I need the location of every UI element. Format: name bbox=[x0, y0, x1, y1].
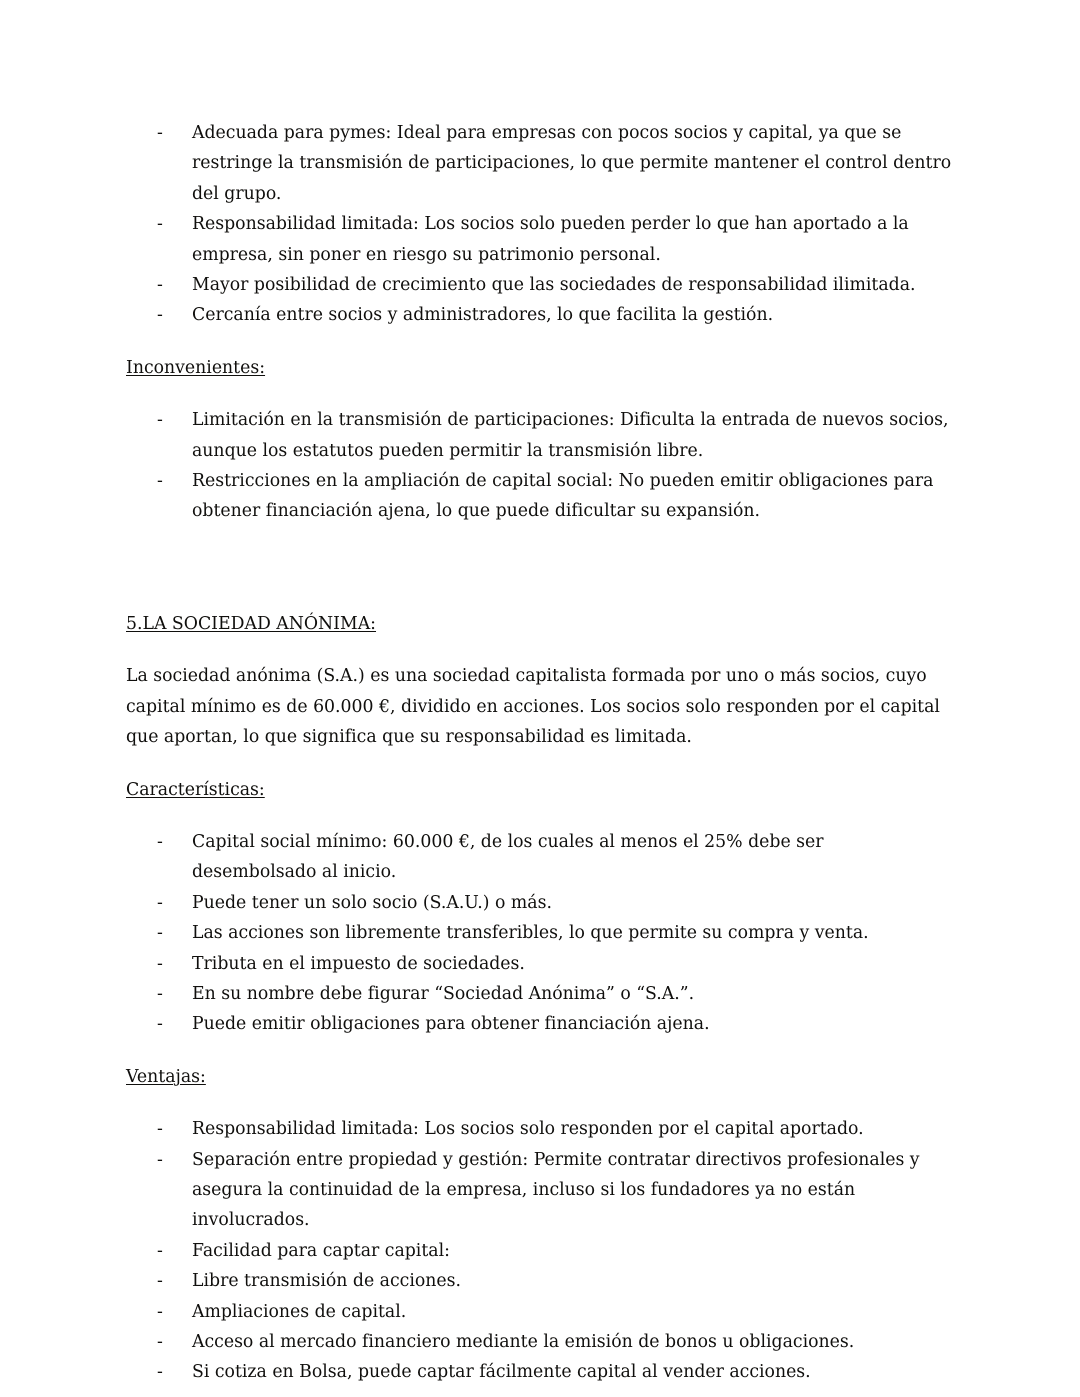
list-item-text: Responsabilidad limitada: Los socios solo pueden perder lo que han aportado a la empresa, sin poner en riesgo su patrimonio personal. bbox=[192, 214, 909, 265]
bullet-dash-icon: - bbox=[157, 214, 163, 235]
caracteristicas-heading bbox=[126, 775, 952, 805]
list-item bbox=[126, 1357, 952, 1387]
list-item-text: Capital social mínimo: 60.000 €, de los cuales al menos el 25% debe ser desembolsado al inicio. bbox=[192, 831, 824, 883]
spacer bbox=[126, 1040, 952, 1062]
list-item bbox=[126, 1009, 952, 1039]
bullet-dash-icon: - bbox=[157, 953, 163, 974]
list-item bbox=[126, 949, 952, 979]
spacer bbox=[126, 753, 952, 775]
list-item bbox=[126, 979, 952, 1009]
list-item-text: Puede emitir obligaciones para obtener financiación ajena. bbox=[192, 1014, 710, 1035]
list-item bbox=[126, 1236, 952, 1266]
list-item-text: Cercanía entre socios y administradores, lo que facilita la gestión. bbox=[192, 305, 774, 326]
ventajas-heading bbox=[126, 1062, 952, 1092]
list-item-text: Mayor posibilidad de crecimiento que las sociedades de responsabilidad ilimitada. bbox=[192, 275, 916, 296]
bullet-dash-icon: - bbox=[157, 923, 163, 944]
caracteristicas-list bbox=[126, 827, 952, 1040]
inconvenientes-heading-text: Inconvenientes: bbox=[126, 357, 266, 378]
list-item bbox=[126, 827, 952, 888]
caracteristicas-heading-text: Características: bbox=[126, 779, 265, 800]
list-item bbox=[126, 918, 952, 948]
document-content bbox=[126, 118, 952, 1388]
spacer bbox=[126, 383, 952, 405]
spacer bbox=[126, 331, 952, 353]
list-item bbox=[126, 270, 952, 300]
bullet-dash-icon: - bbox=[157, 831, 163, 852]
list-item-text: Restricciones en la ampliación de capital social: No pueden emitir obligaciones para obtener financiación ajena, lo que puede dificultar su expansión. bbox=[192, 471, 934, 522]
bullet-dash-icon: - bbox=[157, 1301, 163, 1322]
list-item bbox=[126, 888, 952, 918]
bullet-dash-icon: - bbox=[157, 305, 163, 326]
bullet-dash-icon: - bbox=[157, 1119, 163, 1140]
spacer bbox=[126, 805, 952, 827]
list-item bbox=[126, 209, 952, 270]
bullet-dash-icon: - bbox=[157, 123, 163, 143]
advantages-sl-list bbox=[126, 118, 952, 331]
bullet-dash-icon: - bbox=[157, 1149, 163, 1170]
bullet-dash-icon: - bbox=[157, 983, 163, 1004]
list-item-text: En su nombre debe figurar “Sociedad Anónima” o “S.A.”. bbox=[192, 983, 695, 1004]
list-item bbox=[126, 1297, 952, 1327]
ventajas-list bbox=[126, 1114, 952, 1388]
list-item bbox=[126, 466, 952, 527]
section-5-heading bbox=[126, 609, 952, 639]
list-item-text: Si cotiza en Bolsa, puede captar fácilmente capital al vender acciones. bbox=[192, 1362, 811, 1383]
list-item-text: Responsabilidad limitada: Los socios solo responden por el capital aportado. bbox=[192, 1119, 864, 1140]
section-5-heading-text: 5.LA SOCIEDAD ANÓNIMA: bbox=[126, 613, 377, 634]
list-item-text: Acceso al mercado financiero mediante la emisión de bonos u obligaciones. bbox=[192, 1332, 855, 1352]
section-5-intro-paragraph: La sociedad anónima (S.A.) es una sociedad capitalista formada por uno o más socios, cuyo capital mínimo es de 60.000 €, dividido en acciones. Los socios solo responden por el capital que aportan, lo que significa que su responsabilidad es limitada. bbox=[126, 666, 940, 748]
list-item-text: Tributa en el impuesto de sociedades. bbox=[192, 953, 525, 974]
bullet-dash-icon: - bbox=[157, 1332, 163, 1352]
list-item-text: Las acciones son libremente transferibles, lo que permite su compra y venta. bbox=[192, 923, 869, 944]
list-item bbox=[126, 300, 952, 330]
spacer bbox=[126, 527, 952, 609]
list-item-text: Facilidad para captar capital: bbox=[192, 1240, 450, 1261]
list-item bbox=[126, 118, 952, 209]
spacer bbox=[126, 1092, 952, 1114]
list-item-text: Ampliaciones de capital. bbox=[192, 1301, 407, 1322]
bullet-dash-icon: - bbox=[157, 1271, 163, 1292]
list-item-text: Adecuada para pymes: Ideal para empresas con pocos socios y capital, ya que se restringe la transmisión de participaciones, lo que permite mantener el control dentro del grupo. bbox=[192, 123, 952, 204]
list-item bbox=[126, 1114, 952, 1144]
list-item-text: Puede tener un solo socio (S.A.U.) o más. bbox=[192, 892, 552, 913]
inconvenientes-heading bbox=[126, 353, 952, 383]
bullet-dash-icon: - bbox=[157, 1014, 163, 1035]
bullet-dash-icon: - bbox=[157, 471, 163, 492]
bullet-dash-icon: - bbox=[157, 1362, 163, 1383]
bullet-dash-icon: - bbox=[157, 275, 163, 296]
list-item-text: Libre transmisión de acciones. bbox=[192, 1271, 461, 1292]
list-item-text: Limitación en la transmisión de participaciones: Dificulta la entrada de nuevos socios, aunque los estatutos pueden permitir la transmisión libre. bbox=[192, 410, 949, 461]
bullet-dash-icon: - bbox=[157, 892, 163, 913]
list-item bbox=[126, 1327, 952, 1357]
inconvenientes-list bbox=[126, 405, 952, 527]
list-item bbox=[126, 1266, 952, 1296]
list-item bbox=[126, 405, 952, 466]
bullet-dash-icon: - bbox=[157, 1240, 163, 1261]
spacer bbox=[126, 639, 952, 661]
list-item bbox=[126, 1145, 952, 1236]
bullet-dash-icon: - bbox=[157, 410, 163, 431]
ventajas-heading-text: Ventajas: bbox=[126, 1066, 206, 1087]
list-item-text: Separación entre propiedad y gestión: Permite contratar directivos profesionales y asegura la continuidad de la empresa, incluso si los fundadores ya no están involucrados. bbox=[192, 1149, 920, 1231]
